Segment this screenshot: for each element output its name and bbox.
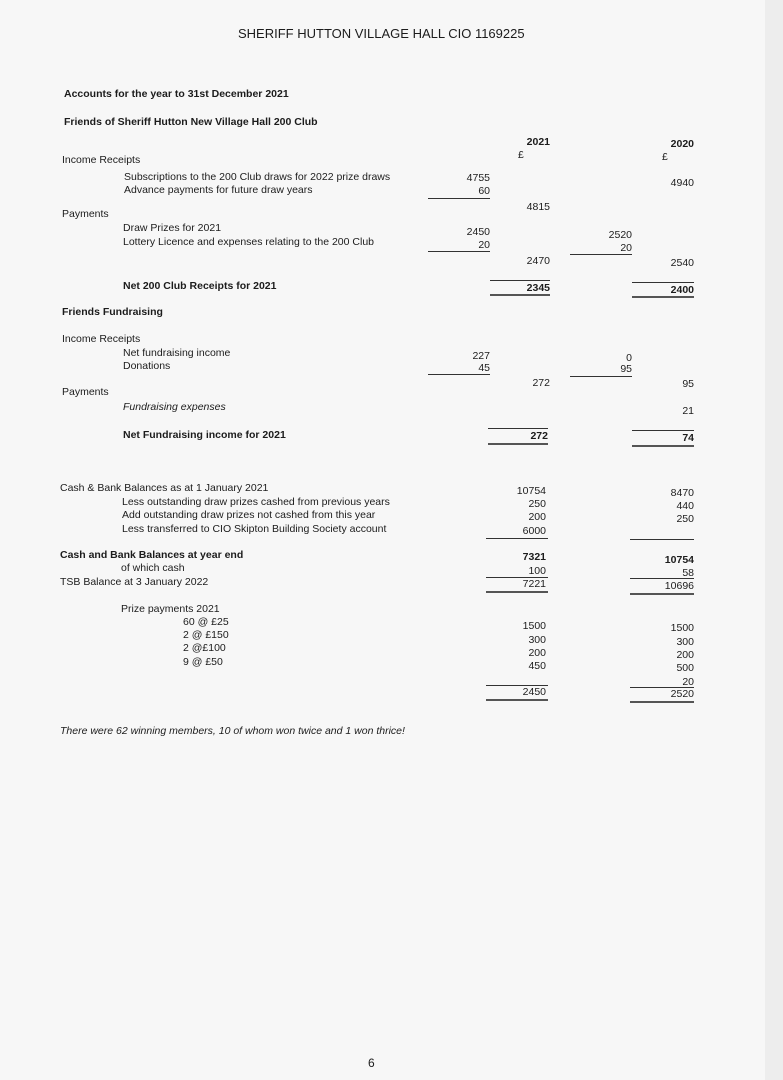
opening-balance-label: Cash & Bank Balances as at 1 January 2021	[60, 482, 269, 494]
prize-item-2021: 300	[528, 634, 546, 646]
total-rule	[632, 430, 694, 431]
prize-item-2020: 20	[682, 676, 694, 688]
balance-adjustment-2020: 440	[676, 500, 694, 512]
page-number: 6	[368, 1056, 375, 1070]
footnote: There were 62 winning members, 10 of whom won twice and 1 won thrice!	[60, 725, 405, 737]
total-rule	[632, 282, 694, 283]
double-underline	[632, 296, 694, 298]
club-payment-item-label: Lottery Licence and expenses relating to the 200 Club	[123, 236, 375, 248]
balance-adjustment-2020: 250	[676, 513, 694, 525]
balance-adjustment-label: Less transferred to CIO Skipton Building Society account	[122, 523, 387, 535]
club-title: Friends of Sheriff Hutton New Village Hall 200 Club	[64, 116, 318, 128]
year-end-balance-label: Cash and Bank Balances at year end	[60, 549, 244, 561]
fundraising-net-2020: 74	[682, 432, 694, 444]
club-payments-total-2021: 2470	[526, 255, 550, 267]
prize-item-label: 9 @ £50	[183, 656, 223, 668]
fundraising-income-label: Income Receipts	[62, 333, 141, 345]
opening-balance-2021: 10754	[516, 485, 546, 497]
club-income-label: Income Receipts	[62, 154, 141, 166]
balance-adjustment-2021: 250	[528, 498, 546, 510]
fundraising-payments-label: Payments	[62, 386, 109, 398]
prize-item-2020: 500	[676, 662, 694, 674]
prize-item-label: 2 @£100	[183, 642, 226, 654]
cash-label: of which cash	[121, 562, 185, 574]
scan-edge	[765, 0, 783, 1080]
column-header-2021: 2021	[526, 136, 550, 148]
fundraising-expenses-2020: 21	[682, 405, 694, 417]
prize-item-label: 60 @ £25	[183, 616, 229, 628]
subtotal-rule	[570, 254, 632, 255]
subtotal-rule	[486, 538, 548, 539]
double-underline	[632, 445, 694, 447]
subtotal-rule	[428, 374, 490, 375]
club-payments-label: Payments	[62, 208, 109, 220]
club-income-item-label: Advance payments for future draw years	[124, 184, 313, 196]
fundraising-income-item-label: Donations	[123, 360, 171, 372]
fundraising-income-item-2020: 95	[620, 363, 632, 375]
cash-2021: 100	[528, 565, 546, 577]
opening-balance-2020: 8470	[670, 487, 694, 499]
currency-2020: £	[662, 151, 668, 163]
accounts-title: Accounts for the year to 31st December 2021	[64, 88, 289, 100]
club-income-total-2021: 4815	[526, 201, 550, 213]
prizes-title: Prize payments 2021	[121, 603, 220, 615]
club-payment-item-2020: 2520	[608, 229, 632, 241]
double-underline	[486, 591, 548, 593]
double-underline	[488, 443, 548, 445]
total-rule	[488, 428, 548, 429]
fundraising-income-total-2020: 95	[682, 378, 694, 390]
club-income-total-2020: 4940	[670, 177, 694, 189]
club-net-label: Net 200 Club Receipts for 2021	[123, 280, 277, 292]
double-underline	[630, 593, 694, 595]
document-title: SHERIFF HUTTON VILLAGE HALL CIO 1169225	[238, 26, 525, 41]
prize-item-label: 2 @ £150	[183, 629, 229, 641]
fundraising-net-2021: 272	[530, 430, 548, 442]
club-net-2020: 2400	[670, 284, 694, 296]
total-rule	[490, 280, 550, 281]
club-net-2021: 2345	[526, 282, 550, 294]
prize-item-2021: 450	[528, 660, 546, 672]
prizes-total-2020: 2520	[670, 688, 694, 700]
fundraising-income-item-label: Net fundraising income	[123, 347, 231, 359]
balance-adjustment-2021: 200	[528, 511, 546, 523]
fundraising-income-item-2020: 0	[626, 352, 632, 364]
prize-item-2020: 200	[676, 649, 694, 661]
club-payment-item-label: Draw Prizes for 2021	[123, 222, 222, 234]
club-payment-item-2020: 20	[620, 242, 632, 254]
double-underline	[630, 701, 694, 703]
column-header-2020: 2020	[670, 138, 694, 150]
prize-item-2020: 1500	[670, 622, 694, 634]
prize-item-2021: 1500	[522, 620, 546, 632]
fundraising-income-item-2021: 227	[472, 350, 490, 362]
club-income-item-2021: 4755	[466, 172, 490, 184]
club-payment-item-2021: 2450	[466, 226, 490, 238]
double-underline	[486, 699, 548, 701]
fundraising-income-total-2021: 272	[532, 377, 550, 389]
balance-adjustment-2021: 6000	[522, 525, 546, 537]
year-end-balance-2021: 7321	[522, 551, 546, 563]
fundraising-net-label: Net Fundraising income for 2021	[123, 429, 286, 441]
subtotal-rule	[570, 376, 632, 377]
balance-adjustment-label: Less outstanding draw prizes cashed from previous years	[122, 496, 390, 508]
prize-item-2021: 200	[528, 647, 546, 659]
year-end-balance-2020: 10754	[664, 554, 694, 566]
club-payments-total-2020: 2540	[670, 257, 694, 269]
currency-2021: £	[518, 149, 524, 161]
subtotal-rule	[630, 578, 694, 579]
subtotal-rule	[428, 198, 490, 199]
club-income-item-2021: 60	[478, 185, 490, 197]
prize-item-2020: 300	[676, 636, 694, 648]
tsb-balance-label: TSB Balance at 3 January 2022	[60, 576, 209, 588]
subtotal-rule	[428, 251, 490, 252]
club-income-item-label: Subscriptions to the 200 Club draws for 2022 prize draws	[124, 171, 391, 183]
club-payment-item-2021: 20	[478, 239, 490, 251]
fundraising-income-item-2021: 45	[478, 362, 490, 374]
tsb-balance-2021: 7221	[522, 578, 546, 590]
subtotal-rule	[630, 539, 694, 540]
fundraising-expenses-label: Fundraising expenses	[123, 401, 226, 413]
prizes-total-2021: 2450	[522, 686, 546, 698]
tsb-balance-2020: 10696	[664, 580, 694, 592]
balance-adjustment-label: Add outstanding draw prizes not cashed from this year	[122, 509, 376, 521]
double-underline	[490, 294, 550, 296]
fundraising-title: Friends Fundraising	[62, 306, 163, 318]
cash-2020: 58	[682, 567, 694, 579]
